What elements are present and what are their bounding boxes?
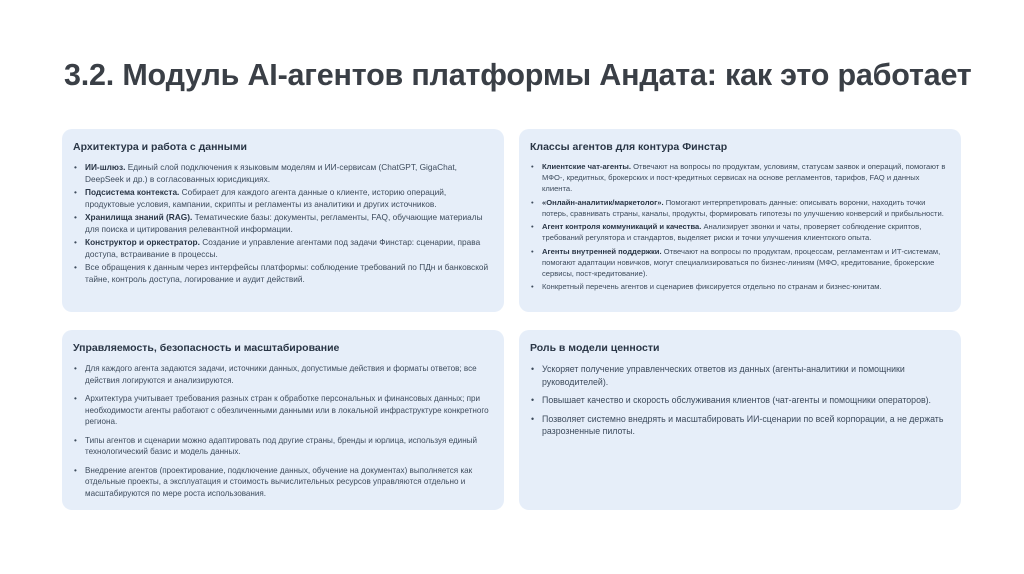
- list-item: [73, 363, 492, 386]
- item-text: Создание и управление агентами под задачи Финстар: сценарии, права доступа, встраивание в процессы.: [85, 237, 481, 259]
- item-label: «Онлайн-аналитик/маркетолог».: [542, 197, 664, 207]
- item-text: Конкретный перечень агентов и сценариев фиксируется отдельно по странам и бизнес-юнитам.: [542, 282, 882, 291]
- card-title: Роль в модели ценности: [530, 342, 660, 354]
- card-title: Управляемость, безопасность и масштабирование: [73, 342, 340, 354]
- item-text: Собирает для каждого агента данные о клиенте, историю операций, продуктовые условия, кампании, скрипты и регламенты из аналитики и других источников.: [85, 187, 447, 209]
- bullet-list: [530, 363, 949, 438]
- card-title: Классы агентов для контура Финстар: [530, 141, 728, 153]
- item-text: Типы агентов и сценарии можно адаптировать под другие страны, бренды и юрлица, используя единый технологический базис и модель данных.: [85, 435, 478, 456]
- item-text: Отвечают на вопросы по продуктам, условиям, статусам заявок и операций, помогают в МФО-, кредитных, брокерских и пост-кредитных сервисах на основе регламентов, тарифов, FAQ и данных клиента.: [542, 162, 946, 193]
- slide-title: 3.2. Модуль AI-агентов платформы Андата: как это работает: [64, 58, 972, 92]
- item-text: Все обращения к данным через интерфейсы платформы: соблюдение требований по ПДн и банковской тайне, контроль доступа, логирование и аудит действий.: [85, 262, 489, 284]
- item-text: Ускоряет получение управленческих ответов из данных (агенты-аналитики и помощники руководителей).: [542, 364, 905, 387]
- list-item: [530, 246, 949, 279]
- item-text: Анализирует звонки и чаты, проверяет соблюдение скриптов, требований регулятора и стандартов, выделяет риски и точки улучшения клиентского опыта.: [542, 222, 922, 242]
- list-item: [73, 162, 492, 185]
- item-label: Клиентские чат-агенты.: [542, 162, 631, 171]
- list-item: [530, 363, 949, 388]
- item-text: Внедрение агентов (проектирование, подключение данных, обучение на документах) выполняется как отдельные проекты, а эксплуатация и стоимость вычислительных ресурсов управляются отдельно и масштабируются по мере роста использования.: [85, 465, 473, 498]
- list-item: [530, 161, 949, 194]
- item-label: Хранилища знаний (RAG).: [85, 212, 193, 222]
- list-item: [530, 221, 949, 243]
- item-label: Агенты внутренней поддержки.: [542, 246, 662, 256]
- item-text: Для каждого агента задаются задачи, источники данных, допустимые действия и форматы ответов; все действия логируются и анализируются.: [85, 364, 477, 385]
- item-text: Помогают интерпретировать данные: описывать воронки, находить точки потерь, сравнивать страны, каналы, продукты, формировать гипотезы по улучшению конверсий и прибыльности.: [542, 197, 944, 218]
- list-item: [73, 465, 492, 500]
- item-text: Тематические базы: документы, регламенты, FAQ, обучающие материалы для поиска и цитирования релевантной информации.: [85, 212, 483, 234]
- bullet-list: [73, 162, 492, 285]
- bullet-list: [73, 363, 492, 499]
- item-label: Агент контроля коммуникаций и качества.: [542, 222, 702, 231]
- item-text: Архитектура учитывает требования разных стран к обработке персональных и финансовых данных; при необходимости агенты работают с обезличенными данными или в локальной инфраструктуре конкретного региона.: [85, 394, 489, 426]
- list-item: [530, 281, 949, 292]
- card-architecture: [62, 129, 504, 312]
- item-label: Конструктор и оркестратор.: [85, 237, 200, 247]
- item-text: Отвечают на вопросы по продуктам, процессам, регламентам и ИТ-системам, помогают адаптации новичков, могут специализироваться по бизнес-линиям (МФО, кредитование, брокерские сервисы, пост-кредитование).: [542, 246, 941, 278]
- bullet-list: [530, 161, 949, 292]
- list-item: [73, 212, 492, 235]
- list-item: [73, 435, 492, 458]
- list-item: [73, 187, 492, 210]
- item-text: Повышает качество и скорость обслуживания клиентов (чат-агенты и помощники операторов).: [542, 395, 932, 405]
- item-text: Единый слой подключения к языковым моделям и ИИ-сервисам (ChatGPT, GigaChat, DeepSeek и др.) в согласованных юрисдикциях.: [85, 162, 457, 184]
- card-title: Архитектура и работа с данными: [73, 141, 247, 153]
- list-item: [530, 197, 949, 219]
- card-agent-classes: [519, 129, 961, 312]
- item-text: Позволяет системно внедрять и масштабировать ИИ-сценарии по всей корпорации, а не держать разрозненные пилоты.: [542, 413, 944, 436]
- list-item: [73, 262, 492, 285]
- list-item: [73, 237, 492, 260]
- list-item: [530, 413, 949, 438]
- card-governance: [62, 330, 504, 510]
- list-item: [73, 393, 492, 428]
- item-label: ИИ-шлюз.: [85, 162, 126, 172]
- card-value: [519, 330, 961, 510]
- item-label: Подсистема контекста.: [85, 187, 180, 197]
- list-item: [530, 394, 949, 407]
